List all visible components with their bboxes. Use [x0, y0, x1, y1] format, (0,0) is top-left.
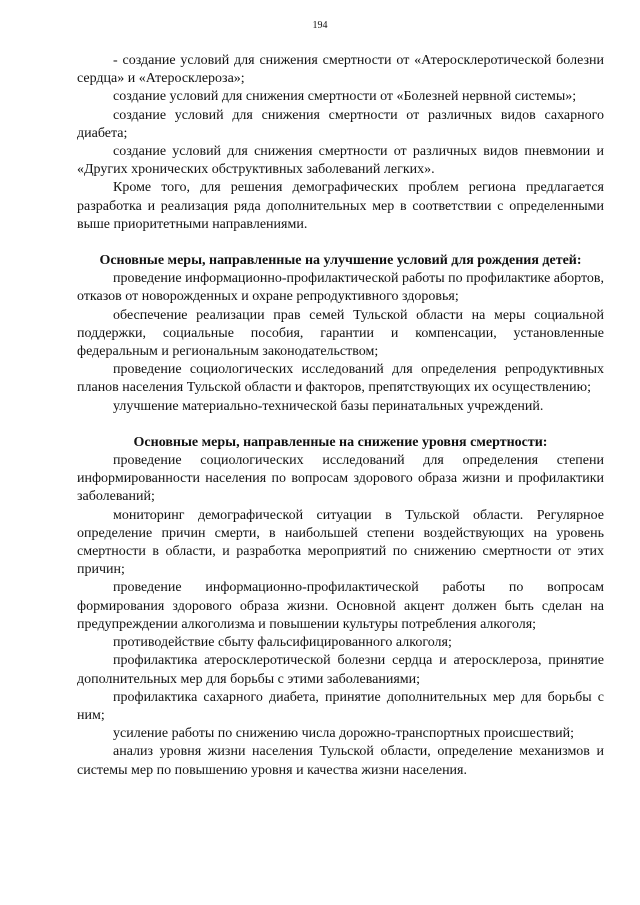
measure-paragraph: проведение информационно-профилактической работы по вопросам формирования здорового образа жизни. Основной акцент должен быть сделан на предупреждении алкоголизма и повышении культуры потребления алкоголя;: [77, 580, 604, 632]
intro-paragraph: - создание условий для снижения смертности от «Атеросклеротической болезни сердца» и «Атеросклероза»;: [77, 53, 604, 87]
measure-paragraph: улучшение материально-технической базы перинатальных учреждений.: [113, 398, 544, 414]
intro-paragraph: создание условий для снижения смертности от «Болезней нервной системы»;: [113, 89, 577, 105]
intro-paragraph: создание условий для снижения смертности от различных видов сахарного диабета;: [77, 107, 604, 141]
intro-paragraph: создание условий для снижения смертности от различных видов пневмонии и «Других хронических обструктивных заболеваний легких».: [77, 144, 604, 178]
measure-paragraph: профилактика сахарного диабета, принятие дополнительных мер для борьбы с ним;: [77, 689, 604, 723]
section-spacer: [77, 234, 604, 252]
document-body: [77, 52, 604, 780]
measure-paragraph: обеспечение реализации прав семей Тульской области на меры социальной поддержки, социальные пособия, гарантии и компенсации, установленные федеральным и региональным законодательством;: [77, 307, 604, 360]
measure-paragraph: мониторинг демографической ситуации в Тульской области. Регулярное определение причин смерти, в наибольшей степени воздействующих на уровень смертности в области, и разработка мероприятий по снижению смертности от этих причин;: [77, 507, 604, 578]
measure-paragraph: анализ уровня жизни населения Тульской области, определение механизмов и системы мер по повышению уровня и качества жизни населения.: [77, 744, 604, 778]
page-number: 194: [312, 20, 328, 31]
measure-paragraph: проведение социологических исследований для определения степени информированности населения по вопросам здорового образа жизни и профилактики заболеваний;: [77, 453, 604, 505]
measure-paragraph: усиление работы по снижению числа дорожно-транспортных происшествий;: [113, 726, 575, 742]
section-spacer: [77, 416, 604, 434]
measure-paragraph: профилактика атеросклеротической болезни сердца и атеросклероза, принятие дополнительных мер для борьбы с этими заболеваниями;: [77, 653, 604, 687]
measure-paragraph: противодействие сбыту фальсифицированного алкоголя;: [113, 635, 452, 651]
measure-paragraph: проведение социологических исследований для определения репродуктивных планов населения Тульской области и факторов, препятствующих их осуществлению;: [77, 362, 604, 396]
intro-paragraph: Кроме того, для решения демографических проблем региона предлагается разработка и реализация ряда дополнительных мер в соответствии с определенными выше приоритетными направлениями.: [77, 180, 604, 232]
section-heading-births: Основные меры, направленные на улучшение условий для рождения детей:: [99, 253, 582, 269]
section-heading-mortality: Основные меры, направленные на снижение уровня смертности:: [133, 434, 548, 450]
measure-paragraph: проведение информационно-профилактической работы по профилактике абортов, отказов от новорожденных и охране репродуктивного здоровья;: [77, 271, 604, 305]
